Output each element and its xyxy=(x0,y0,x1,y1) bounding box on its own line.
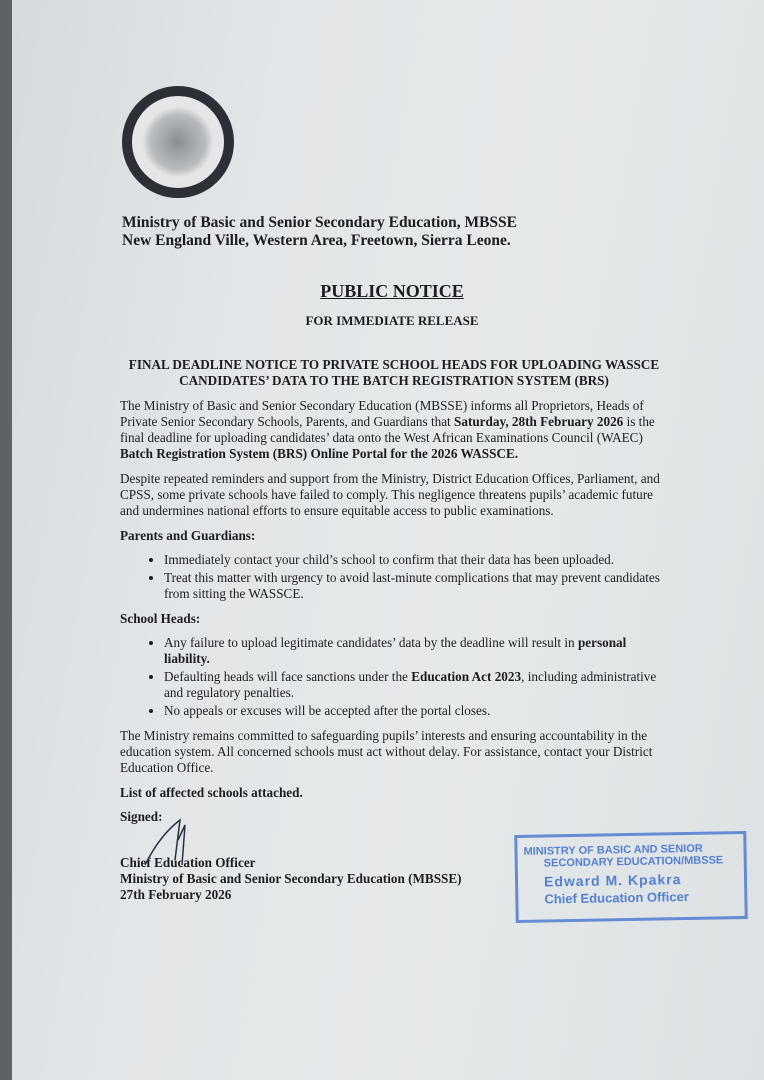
notice-body xyxy=(120,357,724,907)
stamp-line-1: MINISTRY OF BASIC AND SENIOR xyxy=(523,842,703,858)
letterhead xyxy=(122,214,517,250)
list-item: • Treat this matter with urgency to avoid last-minute complications that may prevent candidates from sitting the WASSCE. xyxy=(164,570,668,602)
official-stamp xyxy=(514,831,748,923)
text: Any failure to upload legitimate candidates’ data by the deadline will result in xyxy=(164,635,578,650)
letterhead-line-1: Ministry of Basic and Senior Secondary Education, MBSSE xyxy=(122,214,518,231)
stamp-line-2: SECONDARY EDUCATION/MBSSE xyxy=(543,854,724,870)
list-item xyxy=(164,669,668,701)
stamp-name: Edward M. Kpakra xyxy=(543,871,682,890)
stamp-role: Chief Education Officer xyxy=(544,888,689,907)
signatory-org: Ministry of Basic and Senior Secondary Education (MBSSE) xyxy=(120,871,462,886)
signature-date: 27th February 2026 xyxy=(120,887,232,902)
title-text: PUBLIC NOTICE xyxy=(320,281,464,301)
page-title xyxy=(0,281,764,302)
letterhead-line-2: New England Ville, Western Area, Freetown, Sierra Leone. xyxy=(122,232,511,249)
subtitle: FOR IMMEDIATE RELEASE xyxy=(305,313,479,328)
paragraph-closing: The Ministry remains committed to safeguarding pupils’ interests and ensuring accountability in the education system. All concerned schools must act without delay. For assistance, contact your District Education Office. xyxy=(120,728,653,775)
notice-heading: FINAL DEADLINE NOTICE TO PRIVATE SCHOOL HEADS FOR UPLOADING WASSCE CANDIDATES’ DATA TO THE BATCH REGISTRATION SYSTEM (BRS) xyxy=(128,357,660,388)
signature-area xyxy=(120,842,724,907)
text: The Ministry of Basic and Senior Secondary Education (MBSSE) informs all Proprietors, Heads of Private Senior Secondary Schools, Parents, and Guardians that xyxy=(120,398,644,429)
signatory-role: Chief Education Officer xyxy=(120,855,256,870)
attachment-note: List of affected schools attached. xyxy=(120,785,303,800)
paragraph-intro xyxy=(120,398,668,462)
text: personal liability. xyxy=(164,635,627,666)
coat-of-arms-icon xyxy=(143,107,213,177)
signed-label: Signed: xyxy=(120,809,163,824)
paragraph-context: Despite repeated reminders and support from the Ministry, District Education Offices, Parliament, and CPSS, some private schools have failed to comply. This negligence threatens pupils’ academic future and undermines national efforts to ensure equitable access to public examinations. xyxy=(120,471,660,518)
list-item: • Immediately contact your child’s school to confirm that their data has been uploaded. xyxy=(164,552,668,568)
list-item xyxy=(164,635,668,667)
deadline-date: Saturday, 28th February 2026 xyxy=(454,414,624,429)
text: , including administrative and regulatory penalties. xyxy=(164,669,657,700)
signature-scribble-icon xyxy=(140,815,200,875)
text: Defaulting heads will face sanctions under the xyxy=(164,669,412,684)
heads-list xyxy=(120,635,668,719)
ministry-seal-logo xyxy=(122,86,234,198)
heads-label: School Heads: xyxy=(120,611,201,626)
parents-list xyxy=(120,552,668,602)
text: Education Act 2023 xyxy=(411,669,522,684)
list-item: • No appeals or excuses will be accepted after the portal closes. xyxy=(164,703,668,719)
parents-label: Parents and Guardians: xyxy=(120,528,256,543)
text: is the final deadline for uploading candidates’ data onto the West African Examinations Council (WAEC) xyxy=(120,414,655,445)
portal-name: Batch Registration System (BRS) Online Portal for the 2026 WASSCE. xyxy=(120,446,519,461)
